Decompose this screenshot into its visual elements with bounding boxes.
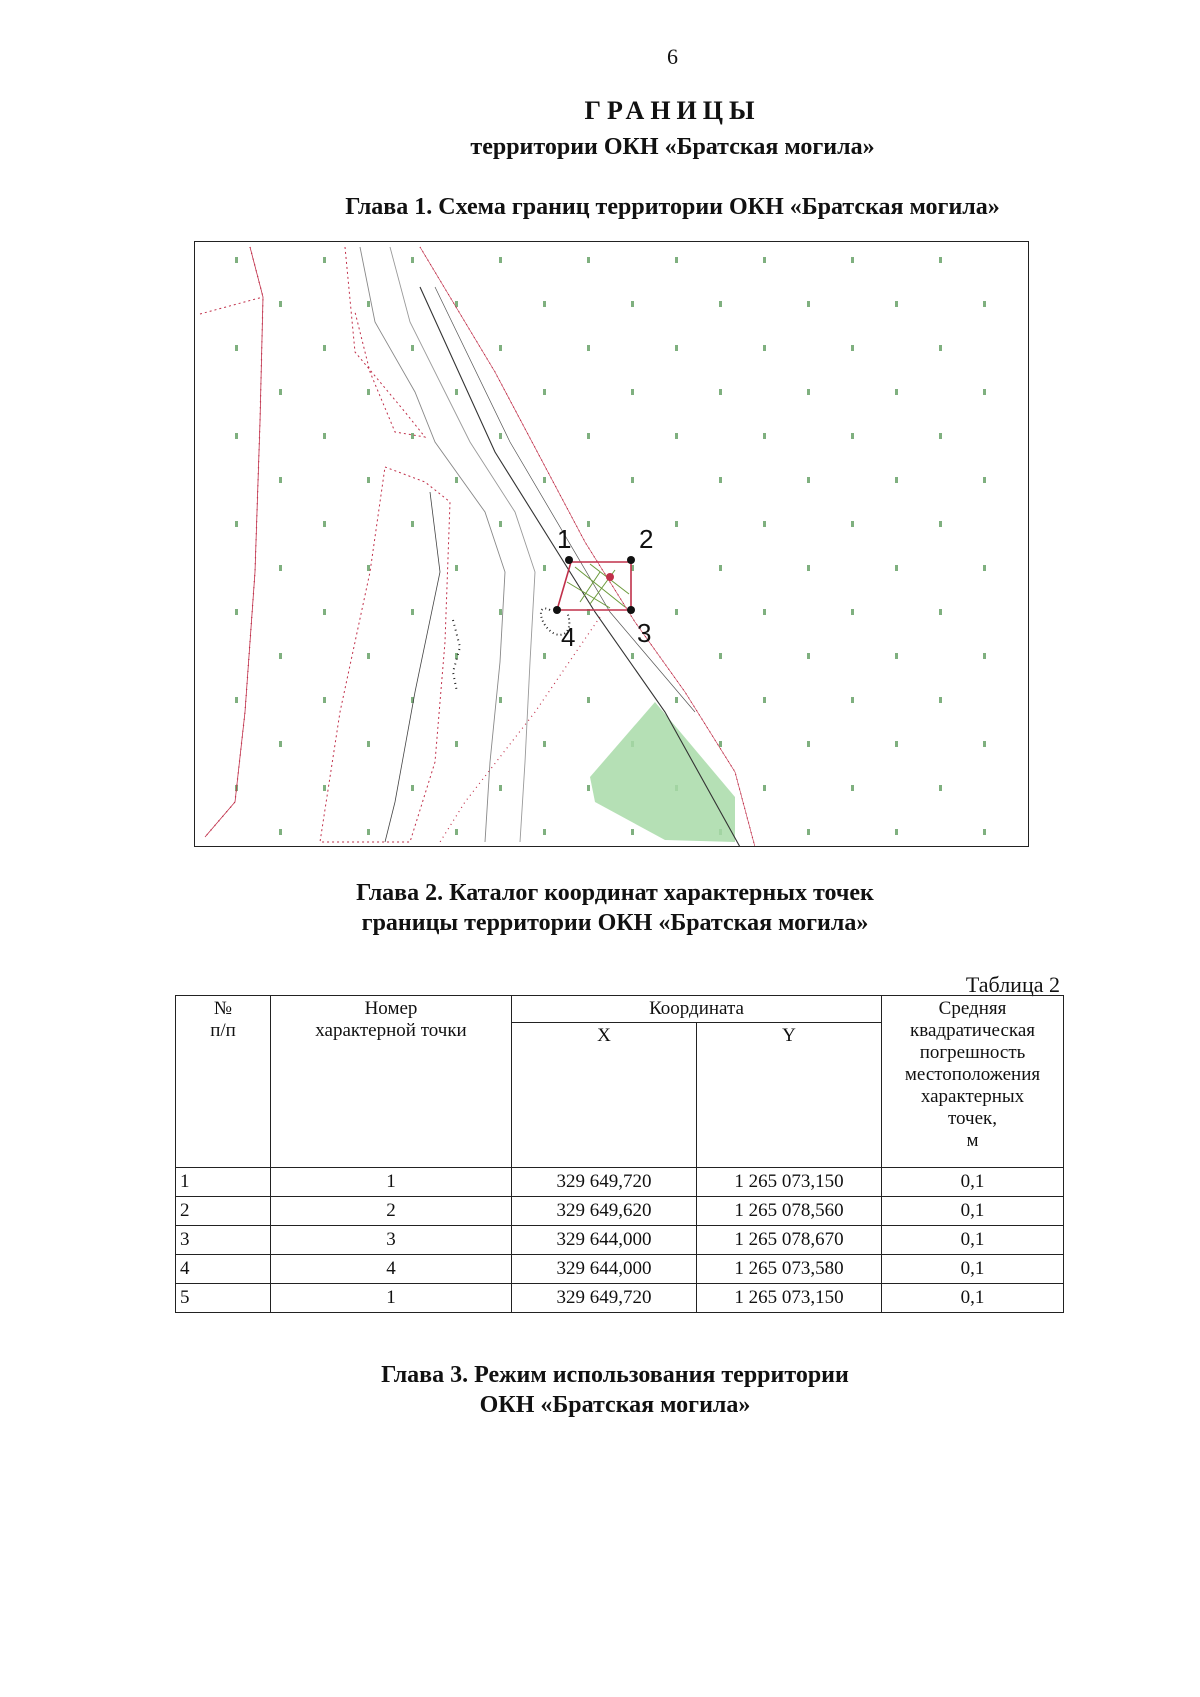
grid-tick-mark [719,653,722,659]
grid-tick-mark [675,257,678,263]
point-3-marker [627,606,635,614]
cell-point: 4 [271,1255,512,1284]
point-2-label: 2 [639,524,654,554]
grid-tick-mark [807,389,810,395]
grid-tick-mark [235,433,238,439]
grid-tick-mark [279,829,282,835]
grid-tick-mark [983,389,986,395]
chapter-2-line-1: Глава 2. Каталог координат характерных точек [356,880,874,906]
grid-tick-mark [939,785,942,791]
diagonal-boundary-line [420,247,755,847]
grid-tick-mark [411,785,414,791]
header-error [882,996,1064,1168]
grid-tick-mark [499,697,502,703]
grid-tick-mark [455,565,458,571]
grid-tick-mark [719,389,722,395]
grid-tick-mark [675,609,678,615]
grid-tick-mark [323,433,326,439]
grid-tick-mark [807,741,810,747]
grid-tick-mark [235,345,238,351]
top-left-boundary [200,297,263,314]
header-error-line: характерных [920,1086,1025,1107]
grid-tick-mark [983,653,986,659]
grid-tick-mark [631,389,634,395]
grid-tick-mark [983,301,986,307]
table-header-row [176,996,1064,1023]
grid-tick-mark [763,697,766,703]
grid-tick-mark [763,785,766,791]
cell-error: 0,1 [882,1197,1064,1226]
header-error-line: м [966,1130,979,1151]
grid-tick-mark [895,389,898,395]
document-title: ГРАНИЦЫ [584,96,761,125]
table-caption: Таблица 2 [965,972,1060,997]
cell-error: 0,1 [882,1284,1064,1313]
diagonal-boundary [420,247,755,847]
grid-tick-mark [543,653,546,659]
grid-tick-mark [763,609,766,615]
header-number [176,996,271,1168]
wedge-boundary [320,467,450,842]
grid-tick-mark [279,741,282,747]
grid-tick-mark [851,257,854,263]
grid-tick-mark [235,609,238,615]
point-4-label: 4 [561,622,576,652]
grid-tick-mark [411,257,414,263]
cell-x: 329 644,000 [512,1255,697,1284]
point-1-label: 1 [557,524,572,554]
grid-tick-mark [983,741,986,747]
grid-tick-mark [763,433,766,439]
header-number-text: п/п [210,1020,236,1041]
grid-tick-mark [323,609,326,615]
chapter-2-line-2: границы территории ОКН «Братская могила» [361,910,869,936]
header-point [271,996,512,1168]
header-coordinate: Координата [512,996,882,1023]
grid-tick-mark [543,565,546,571]
grid-tick-mark [983,565,986,571]
grid-tick-mark [587,521,590,527]
grid-tick-mark [411,345,414,351]
table-row [176,1168,1064,1197]
channel-boundary [345,247,425,437]
cell-number: 2 [176,1197,271,1226]
header-number-symbol: № [213,998,233,1019]
grid-tick-mark [983,477,986,483]
grid-tick-mark [543,829,546,835]
grid-tick-mark [367,653,370,659]
left-boundary-line [205,247,263,837]
grid-tick-mark [675,697,678,703]
table-row [176,1255,1064,1284]
grid-tick-mark [455,389,458,395]
cell-number: 3 [176,1226,271,1255]
grid-tick-mark [895,301,898,307]
point-1-marker [565,556,573,564]
grid-tick-mark [939,433,942,439]
grid-tick-mark [367,741,370,747]
grid-tick-mark [587,785,590,791]
header-error-line: местоположения [904,1064,1041,1085]
grid-tick-mark [323,345,326,351]
cell-number: 5 [176,1284,271,1313]
cell-point: 1 [271,1284,512,1313]
grid-tick-mark [763,521,766,527]
grid-tick-mark [895,741,898,747]
green-zone [590,702,735,842]
table-row [176,1226,1064,1255]
channel-line-2 [390,247,535,842]
grid-tick-mark [807,829,810,835]
lower-diagonal-boundary [440,617,600,842]
grid-tick-mark [719,477,722,483]
cell-x: 329 649,720 [512,1284,697,1313]
grid-tick-mark [279,301,282,307]
monument-marker [606,573,614,581]
grid-tick-mark [235,257,238,263]
channel-line [360,247,505,842]
grid-tick-mark [675,433,678,439]
grid-tick-mark [851,433,854,439]
grid-tick-mark [675,521,678,527]
cell-y: 1 265 073,150 [697,1284,882,1313]
grid-tick-mark [939,521,942,527]
cell-error: 0,1 [882,1226,1064,1255]
page-number: 6 [667,44,678,69]
grid-tick-mark [939,697,942,703]
grid-tick-mark [631,653,634,659]
grid-tick-mark [543,477,546,483]
header-y: Y [697,1023,882,1168]
object-hatching [567,564,629,608]
grid-tick-mark [367,301,370,307]
chapter-1-heading: Глава 1. Схема границ территории ОКН «Братская могила» [345,194,1000,220]
grid-tick-mark [499,257,502,263]
grid-tick-mark [499,433,502,439]
grid-tick-mark [323,521,326,527]
grid-tick-mark [851,609,854,615]
header-point-line-1: Номер [364,998,418,1019]
grid-tick-mark [983,829,986,835]
grid-tick-mark [631,829,634,835]
boundary-scheme-map [194,241,1029,847]
grid-tick-mark [323,697,326,703]
chapter-3-line-1: Глава 3. Режим использования территории [381,1362,849,1388]
header-x: X [512,1023,697,1168]
grid-tick-mark [323,785,326,791]
left-boundary-line-2 [205,247,263,837]
cell-y: 1 265 073,580 [697,1255,882,1284]
grid-tick-mark [895,477,898,483]
grid-tick-mark [411,433,414,439]
grid-tick-mark [367,389,370,395]
grid-tick-mark [323,257,326,263]
grid-tick-mark [235,521,238,527]
grid-tick-mark [851,345,854,351]
grid-tick-mark [235,697,238,703]
grid-tick-mark [763,345,766,351]
grid-tick-mark [895,565,898,571]
grid-tick-mark [939,345,942,351]
grid-tick-mark [587,433,590,439]
grid-tick-mark [807,477,810,483]
grid-tick-mark [499,521,502,527]
chapter-3-line-2: ОКН «Братская могила» [479,1392,751,1418]
grid-tick-mark [587,257,590,263]
cell-x: 329 644,000 [512,1226,697,1255]
grid-tick-mark [939,609,942,615]
cell-y: 1 265 078,560 [697,1197,882,1226]
cell-number: 1 [176,1168,271,1197]
grid-tick-mark [411,521,414,527]
coordinates-catalog-table [175,995,1064,1313]
grid-tick-mark [895,829,898,835]
grid-tick-mark [631,477,634,483]
document-subtitle: территории ОКН «Братская могила» [470,134,875,160]
chapter-3-heading [0,1360,1200,1420]
chapter-2-heading [0,878,1200,938]
grid-tick-mark [851,697,854,703]
cell-point: 3 [271,1226,512,1255]
grid-tick-mark [719,301,722,307]
grid-tick-mark [279,477,282,483]
cell-x: 329 649,720 [512,1168,697,1197]
grid-tick-mark [455,829,458,835]
cell-number: 4 [176,1255,271,1284]
grid-tick-mark [367,565,370,571]
grid-tick-mark [279,653,282,659]
grid-tick-mark [455,477,458,483]
cell-point: 1 [271,1168,512,1197]
cell-point: 2 [271,1197,512,1226]
grid-tick-mark [807,653,810,659]
header-point-line-2: характерной точки [315,1020,467,1041]
point-3-label: 3 [637,618,652,648]
grid-tick-mark [763,257,766,263]
cell-x: 329 649,620 [512,1197,697,1226]
table-row [176,1197,1064,1226]
header-error-line: погрешность [919,1042,1026,1063]
grid-tick-mark [631,301,634,307]
grid-tick-mark [543,389,546,395]
cell-y: 1 265 078,670 [697,1226,882,1255]
grid-tick-mark [499,609,502,615]
grid-tick-mark [411,609,414,615]
cell-y: 1 265 073,150 [697,1168,882,1197]
grid-tick-mark [279,389,282,395]
grid-tick-mark [543,741,546,747]
grid-tick-mark [587,345,590,351]
table-row [176,1284,1064,1313]
point-2-marker [627,556,635,564]
grid-tick-mark [939,257,942,263]
grid-tick-mark [807,565,810,571]
grid-tick-mark [367,477,370,483]
grid-tick-mark [807,301,810,307]
grid-tick-mark [719,741,722,747]
grid-tick-mark [543,301,546,307]
grid-tick-mark [587,697,590,703]
cell-error: 0,1 [882,1168,1064,1197]
map-drawing [195,242,1029,847]
grid-tick-mark [851,521,854,527]
grid-tick-mark [279,565,282,571]
header-error-line: квадратическая [910,1020,1035,1041]
grid-tick-mark [367,829,370,835]
grid-tick-mark [851,785,854,791]
grid-tick-mark [455,741,458,747]
grid-tick-mark [675,345,678,351]
grid-tick-mark [895,653,898,659]
header-error-line: Средняя [938,998,1007,1019]
cell-error: 0,1 [882,1255,1064,1284]
header-error-line: точек, [948,1108,998,1129]
grid-tick-mark [499,785,502,791]
grid-tick-mark [719,565,722,571]
grid-tick-mark [499,345,502,351]
grid-marks [235,257,986,835]
point-4-marker [553,606,561,614]
